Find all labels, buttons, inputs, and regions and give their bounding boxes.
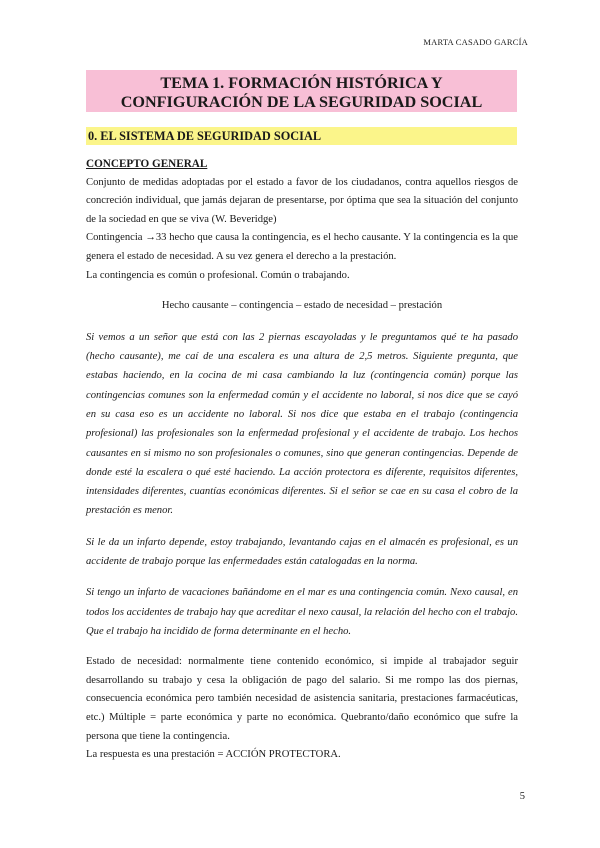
running-header-author: MARTA CASADO GARCÍA (423, 37, 528, 47)
subsection-heading: CONCEPTO GENERAL (86, 158, 208, 170)
page-number: 5 (519, 791, 525, 802)
chapter-title-line-2: CONFIGURACIÓN DE LA SEGURIDAD SOCIAL (120, 93, 483, 111)
paragraph-tipos-contingencia: La contingencia es común o profesional. Común o trabajando. (86, 269, 350, 281)
example-paragraph-infarto-vacaciones: Si tengo un infarto de vacaciones bañándome en el mar es una contingencia común. Nexo causal, en todos los accidentes de trabajo hay que acreditar el nexo causal, la relación del hecho con el trabajo. Que el trabajo ha incidido de forma determinante en el hecho. (86, 587, 518, 637)
chapter-title-line-1: TEMA 1. FORMACIÓN HISTÓRICA Y (160, 74, 443, 92)
example-paragraph-escalera: Si vemos a un señor que está con las 2 piernas escayoladas y le preguntamos qué te ha pasado (hecho causante), me caí de una escalera es una altura de 2,5 metros. Siguiente pregunta, que estabas haciendo, en la cocina de mi casa cambiando la luz (contingencia común) porque las contingencias comunes son la enfermedad común y el accidente no laboral, si nos dice que se cayó en su casa eso es un accidente no laboral. Si nos dice que estaba en el trabajo (contingencia profesional) las profesionales son la enfermedad profesional y el accidente de trabajo. Los hechos causantes en si mismo no son profesionales o comunes, sino que generan contingencias. Depende de donde esté la escalera o qué esté haciendo. La acción protectora es diferente, requisitos diferentes, intensidades diferentes, cuantías económicas diferentes. Si el señor se cae en su casa el cobro de la prestación es menor. (86, 331, 518, 517)
section-heading: 0. EL SISTEMA DE SEGURIDAD SOCIAL (86, 127, 517, 145)
chapter-title (86, 70, 517, 112)
causal-chain-line: Hecho causante – contingencia – estado de necesidad – prestación (161, 300, 443, 312)
paragraph-estado-necesidad: Estado de necesidad: normalmente tiene contenido económico, si impide al trabajador seguir desarrollando su trabajo y cesa la obligación de pago del salario. Si me rompo las dos piernas, consecuencia económica pero también necesidad de asistencia sanitaria, prestaciones farmacéuticas, etc.) Múltiple = parte económica y parte no económica. Quebranto/daño económico que sufre la persona que tiene la contingencia. (86, 656, 518, 742)
example-paragraph-infarto-trabajo: Si le da un infarto depende, estoy trabajando, levantando cajas en el almacén es profesional, es un accidente de trabajo porque las enfermedades están catalogadas en la norma. (86, 536, 518, 568)
paragraph-definition: Conjunto de medidas adoptadas por el estado a favor de los ciudadanos, contra aquellos riesgos de concreción individual, que jamás dejaran de presentarse, por óptima que sea la situación del conjunto de la sociedad en que se viva (W. Beveridge) (86, 176, 518, 225)
paragraph-respuesta: La respuesta es una prestación = ACCIÓN PROTECTORA. (86, 749, 341, 761)
paragraph-contingencia: Contingencia →33 hecho que causa la contingencia, es el hecho causante. Y la contingencia es la que genera el estado de necesidad. A su vez genera el derecho a la prestación. (86, 232, 518, 262)
document-body (86, 155, 518, 765)
